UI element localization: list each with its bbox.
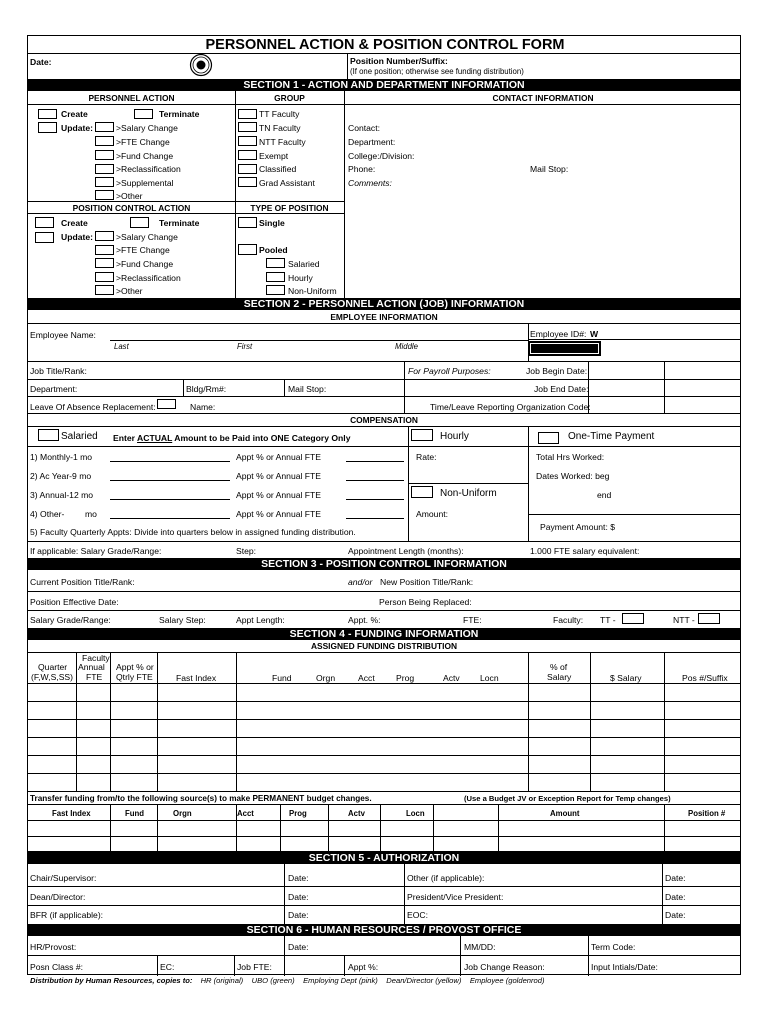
- job-fte-label: Job FTE:: [237, 962, 272, 972]
- bldg-label: Bldg/Rm#:: [186, 384, 227, 394]
- distribution-label: Distribution by Human Resources, copies to:: [30, 976, 193, 985]
- pc-create-checkbox[interactable]: [35, 217, 54, 228]
- employee-id-label: Employee ID#:: [530, 329, 587, 339]
- reclassification-label: >Reclassification: [116, 164, 181, 174]
- monthly-label: 1) Monthly-1 mo: [30, 452, 93, 462]
- section3-bar: SECTION 3 - POSITION CONTROL INFORMATION: [28, 558, 740, 570]
- col-prog: Prog: [396, 673, 415, 683]
- annual-label: 3) Annual-12 mo: [30, 490, 94, 500]
- person-replaced-label: Person Being Replaced:: [379, 597, 472, 607]
- eoc-date-label: Date:: [665, 910, 686, 920]
- date-label: Date:: [30, 57, 52, 67]
- pc-update-checkbox[interactable]: [35, 232, 54, 243]
- payroll-purposes-label: For Payroll Purposes:: [408, 366, 491, 376]
- effective-date-label: Position Effective Date:: [30, 597, 119, 607]
- salaried-checkbox[interactable]: [266, 258, 285, 268]
- pooled-checkbox[interactable]: [238, 244, 257, 255]
- distribution-note: [30, 976, 545, 986]
- term-code-label: Term Code:: [591, 942, 636, 952]
- group-classified: Classified: [259, 164, 297, 174]
- group-exempt: Exempt: [259, 151, 289, 161]
- non-uniform-checkbox[interactable]: [266, 285, 285, 295]
- rate-label: Rate:: [416, 452, 437, 462]
- first-label: First: [237, 342, 253, 351]
- other-auth-label: Other (if applicable):: [407, 873, 485, 883]
- section1-bar: SECTION 1 - ACTION AND DEPARTMENT INFORMATION: [28, 79, 740, 91]
- type-of-position-heading: TYPE OF POSITION: [250, 203, 329, 213]
- job-title-label: Job Title/Rank:: [30, 366, 87, 376]
- tt-checkbox[interactable]: [622, 613, 644, 624]
- ac-year-label: 2) Ac Year-9 mo: [30, 471, 92, 481]
- update-checkbox[interactable]: [38, 122, 57, 133]
- mail-stop-label: Mail Stop:: [530, 164, 569, 174]
- middle-label: Middle: [395, 342, 418, 351]
- ntt-faculty-checkbox[interactable]: [238, 136, 257, 146]
- amount-label: Amount:: [416, 509, 449, 519]
- create-checkbox[interactable]: [38, 109, 57, 119]
- appt-pct-2: Appt % or Annual FTE: [236, 471, 322, 481]
- end-label: end: [597, 490, 612, 500]
- fund-change-checkbox[interactable]: [95, 150, 114, 160]
- job-end-label: Job End Date:: [534, 384, 589, 394]
- pc-create-label: Create: [61, 218, 88, 228]
- col-quarter: Quarter: [38, 662, 68, 672]
- employee-id-input[interactable]: [528, 341, 601, 356]
- input-initials-label: Input Intials/Date:: [591, 962, 658, 972]
- hr-label: HR/Provost:: [30, 942, 77, 952]
- t-prog: Prog: [289, 809, 307, 818]
- total-hrs-label: Total Hrs Worked:: [536, 452, 605, 462]
- transfer-note: (Use a Budget JV or Exception Report for Temp changes): [464, 794, 671, 803]
- department-label: Department:: [348, 137, 396, 147]
- pc-salary-change-checkbox[interactable]: [95, 231, 114, 241]
- fte-equiv-label: 1.000 FTE salary equivalent:: [530, 546, 640, 556]
- position-number-label: Position Number/Suffix:: [350, 56, 448, 66]
- posn-class-label: Posn Class #:: [30, 962, 84, 972]
- group-tt-faculty: TT Faculty: [259, 109, 300, 119]
- appt-length-label: Appointment Length (months):: [348, 546, 464, 556]
- col-salary: $ Salary: [610, 673, 642, 683]
- contact-label: Contact:: [348, 123, 381, 133]
- appt-pct-1: Appt % or Annual FTE: [236, 452, 322, 462]
- payment-amount-label: Payment Amount: $: [540, 522, 615, 532]
- t-fast-index: Fast Index: [52, 809, 91, 818]
- position-number-note: (If one position; otherwise see funding distribution): [350, 67, 524, 76]
- section6-bar: SECTION 6 - HUMAN RESOURCES / PROVOST OFFICE: [28, 924, 740, 936]
- col-orgn: Orgn: [316, 673, 336, 683]
- hourly-comp-label: Hourly: [440, 431, 469, 442]
- t-orgn: Orgn: [173, 809, 192, 818]
- hr-date-label: Date:: [288, 942, 309, 952]
- faculty-label: Faculty:: [553, 615, 584, 625]
- pc-update-label: Update:: [61, 232, 93, 242]
- supplemental-checkbox[interactable]: [95, 177, 114, 187]
- current-position-label: Current Position Title/Rank:: [30, 577, 135, 587]
- section4-bar: SECTION 4 - FUNDING INFORMATION: [28, 628, 740, 640]
- step-label: Step:: [236, 546, 257, 556]
- appt-pct-s3-label: Appt. %:: [348, 615, 381, 625]
- col-locn: Locn: [480, 673, 499, 683]
- employee-name-label: Employee Name:: [30, 330, 96, 340]
- ntt-label: NTT -: [673, 615, 695, 625]
- appt-pct-3: Appt % or Annual FTE: [236, 490, 322, 500]
- exempt-checkbox[interactable]: [238, 150, 257, 160]
- pc-salary-change-label: >Salary Change: [116, 232, 178, 242]
- fte-change-label: >FTE Change: [116, 137, 170, 147]
- col-pos-suffix: Pos #/Suffix: [682, 673, 728, 683]
- group-heading: GROUP: [274, 93, 305, 103]
- ec-label: EC:: [160, 962, 175, 972]
- bfr-label: BFR (if applicable):: [30, 910, 104, 920]
- job-begin-label: Job Begin Date:: [526, 366, 588, 376]
- salaried-comp-checkbox[interactable]: [38, 429, 59, 441]
- pc-fte-change-label: >FTE Change: [116, 245, 170, 255]
- leave-checkbox[interactable]: [157, 399, 176, 409]
- t-actv: Actv: [348, 809, 365, 818]
- personnel-action-heading: PERSONNEL ACTION: [88, 93, 175, 103]
- bfr-date-label: Date:: [288, 910, 309, 920]
- t-acct: Acct: [237, 809, 254, 818]
- non-uniform-comp-label: Non-Uniform: [440, 488, 497, 499]
- fund-change-label: >Fund Change: [116, 151, 174, 161]
- other-date-label: Date:: [665, 873, 686, 883]
- salary-change-checkbox[interactable]: [95, 122, 114, 132]
- leave-label: Leave Of Absence Replacement:: [30, 402, 156, 412]
- t-amount: Amount: [550, 809, 580, 818]
- group-tn-faculty: TN Faculty: [259, 123, 301, 133]
- col-quarter2: (F,W,S,SS): [31, 672, 74, 682]
- form-body: [27, 35, 741, 975]
- chair-label: Chair/Supervisor:: [30, 873, 97, 883]
- other-mo-label: mo: [85, 509, 97, 519]
- contact-heading: CONTACT INFORMATION: [492, 93, 594, 103]
- pc-other-checkbox[interactable]: [95, 285, 114, 295]
- col-pct: % of: [550, 662, 568, 672]
- col-actv: Actv: [443, 673, 460, 683]
- ntt-checkbox[interactable]: [698, 613, 720, 624]
- section2-bar: SECTION 2 - PERSONNEL ACTION (JOB) INFORMATION: [28, 298, 740, 310]
- col-faculty2: Annual: [78, 662, 105, 672]
- group-grad-assistant: Grad Assistant: [259, 178, 315, 188]
- appt-pct-s6-label: Appt %:: [348, 962, 379, 972]
- employee-info-heading: EMPLOYEE INFORMATION: [330, 312, 438, 322]
- update-label: Update:: [61, 123, 93, 133]
- col-pct2: Salary: [547, 672, 572, 682]
- form-title: PERSONNEL ACTION & POSITION CONTROL FORM: [205, 37, 565, 53]
- col-fast-index: Fast Index: [176, 673, 217, 683]
- pc-terminate-label: Terminate: [159, 218, 200, 228]
- grad-assistant-checkbox[interactable]: [238, 177, 257, 187]
- compensation-heading: COMPENSATION: [350, 415, 418, 425]
- dates-worked-label: Dates Worked: beg: [536, 471, 610, 481]
- college-label: College:/Division:: [348, 151, 415, 161]
- other-label: >Other: [116, 191, 143, 201]
- hourly-checkbox[interactable]: [266, 272, 285, 282]
- supplemental-label: >Supplemental: [116, 178, 174, 188]
- tt-faculty-checkbox[interactable]: [238, 109, 257, 119]
- comments-label: Comments:: [348, 178, 392, 188]
- hourly-label: Hourly: [288, 273, 313, 283]
- pc-other-label: >Other: [116, 286, 143, 296]
- pc-reclassification-label: >Reclassification: [116, 273, 181, 283]
- section5-bar: SECTION 5 - AUTHORIZATION: [28, 852, 740, 864]
- salaried-label: Salaried: [288, 259, 320, 269]
- col-appt: Appt % or: [116, 662, 154, 672]
- fte-change-checkbox[interactable]: [95, 136, 114, 146]
- col-faculty3: FTE: [86, 672, 103, 682]
- employee-id-prefix: W: [590, 329, 599, 339]
- salary-grade-label: Salary Grade/Range:: [30, 615, 111, 625]
- col-appt2: Qtrly FTE: [116, 672, 153, 682]
- salaried-comp-label: Salaried: [61, 431, 98, 442]
- pc-fund-change-checkbox[interactable]: [95, 258, 114, 268]
- non-uniform-label: Non-Uniform: [288, 286, 337, 296]
- salary-change-label: >Salary Change: [116, 123, 178, 133]
- chair-date-label: Date:: [288, 873, 309, 883]
- department2-label: Department:: [30, 384, 78, 394]
- mail-stop2-label: Mail Stop:: [288, 384, 327, 394]
- classified-checkbox[interactable]: [238, 164, 257, 174]
- phone-label: Phone:: [348, 164, 376, 174]
- pc-reclassification-checkbox[interactable]: [95, 272, 114, 282]
- other-comp-label: 4) Other-: [30, 509, 65, 519]
- pooled-label: Pooled: [259, 245, 288, 255]
- target-icon: [189, 53, 213, 77]
- assigned-funding-heading: ASSIGNED FUNDING DISTRIBUTION: [310, 641, 458, 651]
- position-control-heading: POSITION CONTROL ACTION: [72, 203, 191, 213]
- last-label: Last: [114, 342, 129, 351]
- transfer-label: Transfer funding from/to the following source(s) to make PERMANENT budget changes.: [30, 794, 372, 803]
- tn-faculty-checkbox[interactable]: [238, 122, 257, 132]
- time-leave-label: Time/Leave Reporting Organization Code:: [430, 402, 591, 412]
- faculty-quarterly-label: 5) Faculty Quarterly Appts: Divide into quarters below in assigned funding distribution.: [30, 527, 356, 537]
- other-checkbox[interactable]: [95, 190, 114, 200]
- president-date-label: Date:: [665, 892, 686, 902]
- t-fund: Fund: [125, 809, 145, 818]
- appt-pct-4: Appt % or Annual FTE: [236, 509, 322, 519]
- one-time-checkbox[interactable]: [538, 432, 559, 444]
- dean-label: Dean/Director:: [30, 892, 86, 902]
- name-label: Name:: [190, 402, 216, 412]
- eoc-label: EOC:: [407, 910, 429, 920]
- pc-fund-change-label: >Fund Change: [116, 259, 174, 269]
- t-locn: Locn: [406, 809, 425, 818]
- if-applicable-label: If applicable: Salary Grade/Range:: [30, 546, 162, 556]
- terminate-label: Terminate: [159, 109, 200, 119]
- create-label: Create: [61, 109, 88, 119]
- col-acct: Acct: [358, 673, 375, 683]
- distribution-copies: HR (original) UBO (green) Employing Dept (pink) Dean/Director (yellow) Employee (goldenrod): [200, 976, 545, 985]
- group-ntt-faculty: NTT Faculty: [259, 137, 306, 147]
- non-uniform-comp-checkbox[interactable]: [411, 486, 433, 498]
- and-or-label: and/or: [348, 577, 373, 587]
- one-time-label: One-Time Payment: [568, 431, 655, 442]
- enter-actual-instruction: Enter ACTUAL Amount to be Paid into ONE Category Only: [113, 433, 351, 443]
- tt-label: TT -: [600, 615, 616, 625]
- pc-terminate-checkbox[interactable]: [130, 217, 149, 228]
- mmdd-label: MM/DD:: [464, 942, 496, 952]
- single-label: Single: [259, 218, 285, 228]
- salary-step-label: Salary Step:: [159, 615, 206, 625]
- col-fund: Fund: [272, 673, 292, 683]
- hourly-comp-checkbox[interactable]: [411, 429, 433, 441]
- appt-length2-label: Appt Length:: [236, 615, 285, 625]
- fte-label: FTE:: [463, 615, 482, 625]
- job-change-label: Job Change Reason:: [464, 962, 545, 972]
- dean-date-label: Date:: [288, 892, 309, 902]
- terminate-checkbox[interactable]: [134, 109, 153, 119]
- president-label: President/Vice President:: [407, 892, 504, 902]
- reclassification-checkbox[interactable]: [95, 164, 114, 174]
- new-position-label: New Position Title/Rank:: [380, 577, 474, 587]
- single-checkbox[interactable]: [238, 217, 257, 228]
- pc-fte-change-checkbox[interactable]: [95, 245, 114, 255]
- t-position: Position #: [688, 809, 726, 818]
- col-faculty: Faculty: [82, 653, 110, 663]
